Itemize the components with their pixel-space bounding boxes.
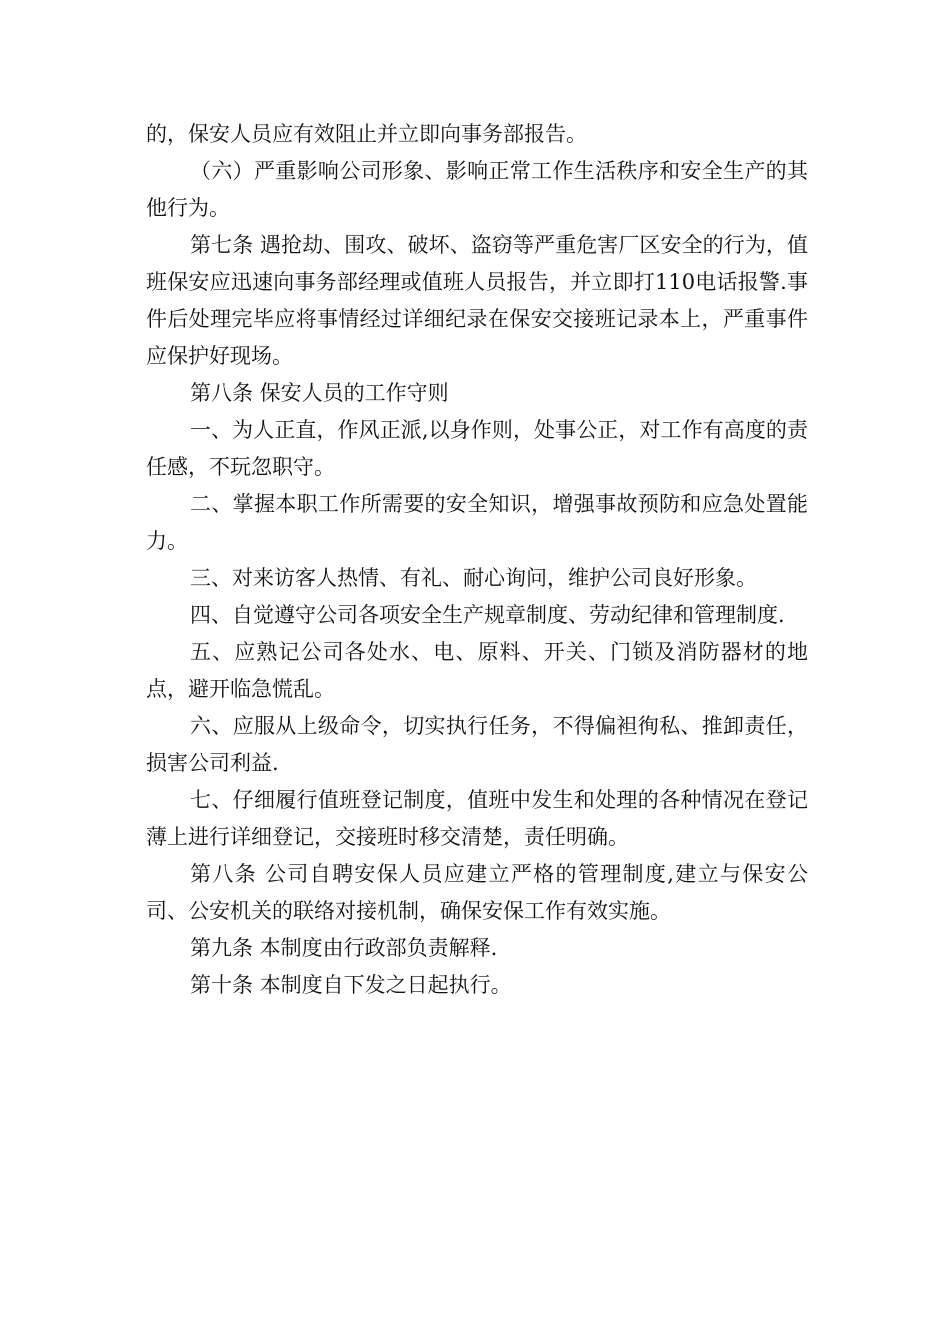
paragraph-article-seven: 第七条 遇抢劫、围攻、破坏、盗窃等严重危害厂区安全的行为，值班保安应迅速向事务部经理或值班人员报告，并立即打110电话报警.事件后处理完毕应将事情经过详细纪录在保安交接班记录本上，严重事件应保护好现场。 (146, 233, 808, 368)
paragraph-rule-five: 五、应熟记公司各处水、电、原料、开关、门锁及消防器材的地点，避开临急慌乱。 (146, 640, 808, 701)
paragraph-rule-two: 二、掌握本职工作所需要的安全知识，增强事故预防和应急处置能力。 (146, 492, 808, 553)
paragraph-rule-six: 六、应服从上级命令，切实执行任务，不得偏袒徇私、推卸责任，损害公司利益. (146, 714, 808, 775)
document-body (146, 116, 808, 1004)
paragraph-article-eight-heading: 第八条 保安人员的工作守则 (190, 381, 449, 405)
paragraph-article-eight-management: 第八条 公司自聘安保人员应建立严格的管理制度,建立与保安公司、公安机关的联络对接机制，确保安保工作有效实施。 (146, 862, 808, 923)
paragraph-continuation: 的，保安人员应有效阻止并立即向事务部报告。 (146, 122, 587, 146)
paragraph-item-six: （六）严重影响公司形象、影响正常工作生活秩序和安全生产的其他行为。 (146, 159, 808, 220)
paragraph-article-ten: 第十条 本制度自下发之日起执行。 (190, 973, 512, 997)
paragraph-rule-seven: 七、仔细履行值班登记制度，值班中发生和处理的各种情况在登记薄上进行详细登记，交接班时移交清楚，责任明确。 (146, 788, 808, 849)
paragraph-rule-one: 一、为人正直，作风正派,以身作则，处事公正，对工作有高度的责任感，不玩忽职守。 (146, 418, 808, 479)
paragraph-article-nine: 第九条 本制度由行政部负责解释. (190, 936, 498, 960)
paragraph-rule-three: 三、对来访客人热情、有礼、耐心询问，维护公司良好形象。 (190, 566, 757, 590)
paragraph-rule-four: 四、自觉遵守公司各项安全生产规章制度、劳动纪律和管理制度. (190, 603, 785, 627)
